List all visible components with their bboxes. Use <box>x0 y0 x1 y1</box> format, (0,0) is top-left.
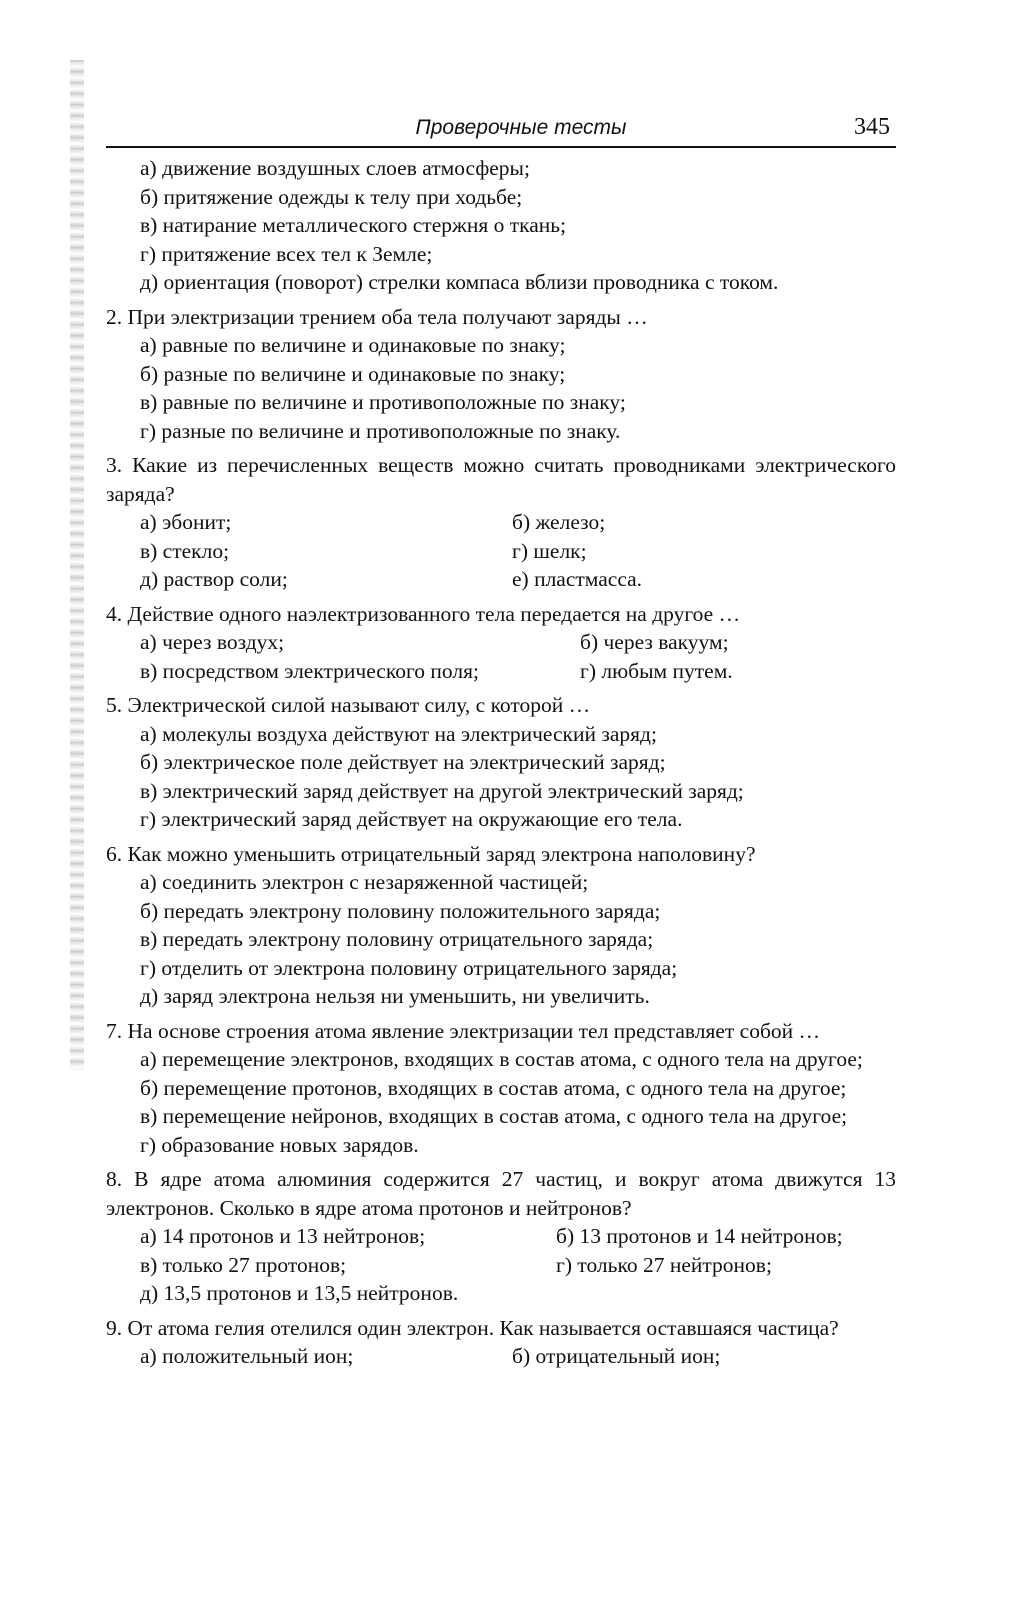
question-7 <box>106 1017 896 1160</box>
question-2-text: 2. При электризации трением оба тела получают заряды … <box>106 304 648 329</box>
option-6a: а) соединить электрон с незаряженной частицей; <box>140 870 589 894</box>
option-6c: в) передать электрону половину отрицательного заряда; <box>140 927 654 951</box>
question-7-text: 7. На основе строения атома явление электризации тел представляет собой … <box>106 1018 821 1043</box>
option-2a: а) равные по величине и одинаковые по знаку; <box>140 333 566 357</box>
question-5-text: 5. Электрической силой называют силу, с которой … <box>106 693 591 717</box>
option-8b: б) 13 протонов и 14 нейтронов; <box>556 1224 843 1248</box>
option-3c: в) стекло; <box>140 538 230 563</box>
question-8-text: 8. В ядре атома алюминия содержится 27 частиц, и вокруг атома движутся 13 электронов. Сколько в ядре атома протонов и нейтронов? <box>106 1167 896 1220</box>
option-1d: г) притяжение всех тел к Земле; <box>140 241 433 266</box>
question-3-text: 3. Какие из перечисленных веществ можно считать проводниками электрического заряда? <box>106 453 896 506</box>
question-2 <box>106 303 896 446</box>
option-3e: д) раствор соли; <box>140 567 288 591</box>
option-8a: а) 14 протонов и 13 нейтронов; <box>140 1224 426 1248</box>
page-header <box>106 112 896 148</box>
question-4 <box>106 600 896 686</box>
option-2c: в) равные по величине и противоположные по знаку; <box>140 390 626 414</box>
question-1-continued <box>106 154 896 297</box>
option-4b: б) через вакуум; <box>580 630 729 654</box>
question-8 <box>106 1165 896 1308</box>
option-5c: в) электрический заряд действует на другой электрический заряд; <box>140 778 744 803</box>
option-2b: б) разные по величине и одинаковые по знаку; <box>140 361 566 386</box>
scan-edge-shadow <box>70 60 84 1070</box>
option-9b: б) отрицательный ион; <box>512 1344 721 1368</box>
option-1e: д) ориентация (поворот) стрелки компаса вблизи проводника с током. <box>140 270 779 294</box>
option-4a: а) через воздух; <box>140 630 285 654</box>
option-6e: д) заряд электрона нельзя ни уменьшить, ни увеличить. <box>140 984 650 1008</box>
option-7b: б) перемещение протонов, входящих в состав атома, с одного тела на другое; <box>140 1075 847 1100</box>
option-3d: г) шелк; <box>512 538 587 563</box>
option-6b: б) передать электрону половину положительного заряда; <box>140 898 661 923</box>
question-6 <box>106 840 896 1011</box>
option-8c: в) только 27 протонов; <box>140 1252 347 1277</box>
option-3b: б) железо; <box>512 510 606 534</box>
running-title: Проверочные тесты <box>415 116 627 139</box>
option-1a: а) движение воздушных слоев атмосферы; <box>140 156 530 180</box>
option-4c: в) посредством электрического поля; <box>140 658 479 683</box>
option-5a: а) молекулы воздуха действуют на электрический заряд; <box>140 721 657 746</box>
question-6-text: 6. Как можно уменьшить отрицательный заряд электрона наполовину? <box>106 841 756 866</box>
question-5 <box>106 691 896 834</box>
option-7a: а) перемещение электронов, входящих в состав атома, с одного тела на другое; <box>140 1047 863 1071</box>
option-3f: е) пластмасса. <box>512 567 643 591</box>
question-9-text: 9. От атома гелия отелился один электрон. Как называется оставшаяся частица? <box>106 1315 839 1340</box>
option-2d: г) разные по величине и противоположные по знаку. <box>140 418 621 443</box>
page <box>106 112 896 1371</box>
option-8d: г) только 27 нейтронов; <box>556 1252 772 1277</box>
question-4-text: 4. Действие одного наэлектризованного тела передается на другое … <box>106 601 741 626</box>
option-6d: г) отделить от электрона половину отрицательного заряда; <box>140 955 678 980</box>
option-9a: а) положительный ион; <box>140 1344 354 1368</box>
option-5b: б) электрическое поле действует на электрический заряд; <box>140 750 666 774</box>
option-3a: а) эбонит; <box>140 510 232 534</box>
option-7c: в) перемещение нейронов, входящих в состав атома, с одного тела на другое; <box>140 1104 848 1128</box>
option-7d: г) образование новых зарядов. <box>140 1132 419 1157</box>
option-8e: д) 13,5 протонов и 13,5 нейтронов. <box>140 1281 459 1305</box>
option-1b: б) притяжение одежды к телу при ходьбе; <box>140 184 523 209</box>
page-number: 345 <box>854 114 890 140</box>
option-1c: в) натирание металлического стержня о ткань; <box>140 213 567 237</box>
option-5d: г) электрический заряд действует на окружающие его тела. <box>140 807 683 831</box>
question-3 <box>106 451 896 594</box>
option-4d: г) любым путем. <box>580 658 733 683</box>
question-9 <box>106 1314 896 1371</box>
